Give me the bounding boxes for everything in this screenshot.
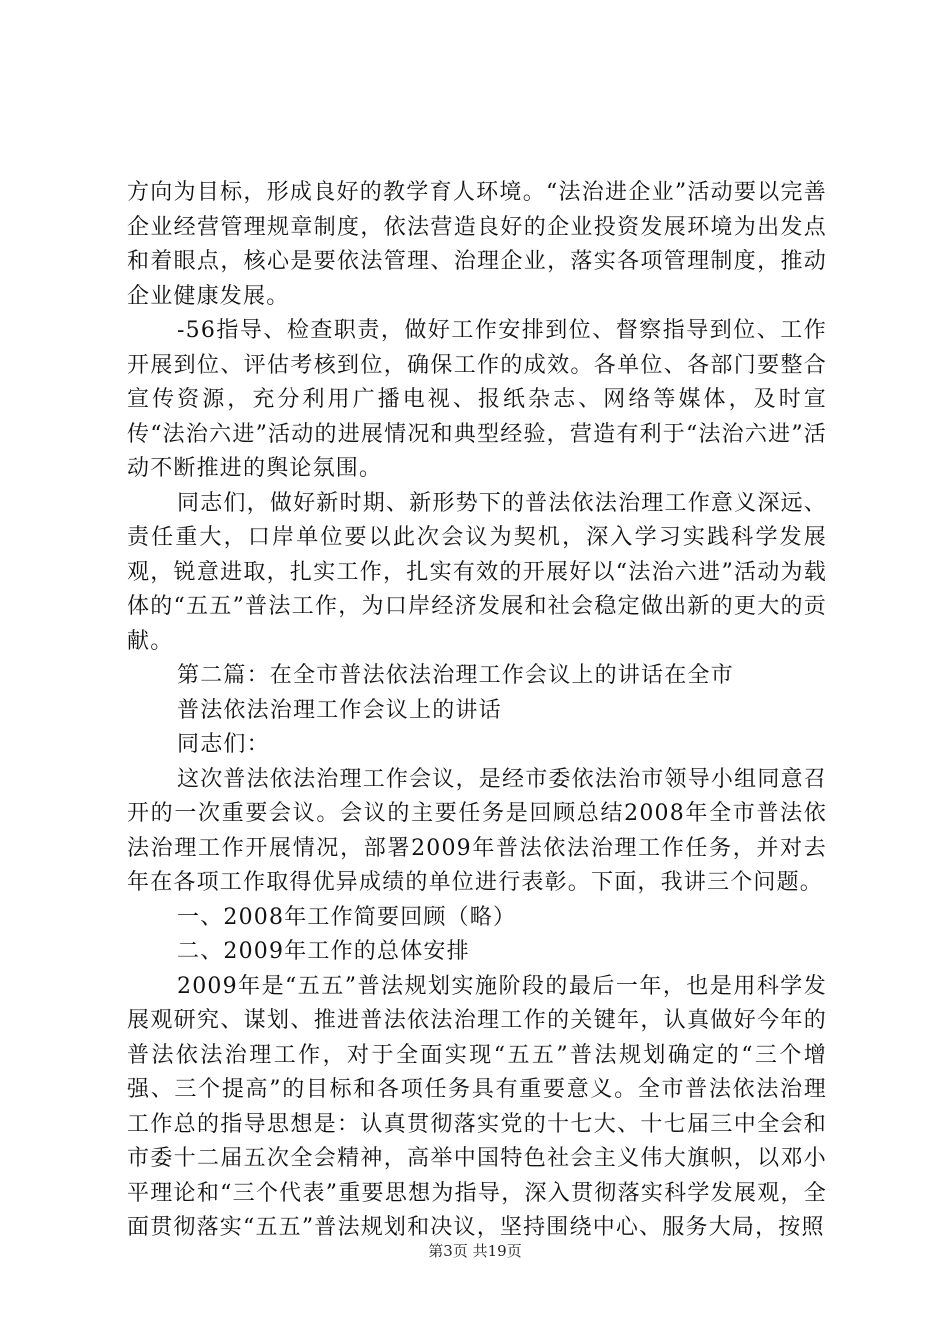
paragraph: 这次普法依法治理工作会议，是经市委依法治市领导小组同意召开的一次重要会议。会议的主要任务是回顾总结2008年全市普法依法治理工作开展情况，部署2009年普法依法治理工作任务，并对去年在各项工作取得优异成绩的单位进行表彰。下面，我讲三个问题。 [127,766,827,895]
paragraph: -56指导、检查职责，做好工作安排到位、督察指导到位、工作开展到位、评估考核到位，确保工作的成效。各单位、各部门要整合宣传资源，充分利用广播电视、报纸杂志、网络等媒体，及时宣传“法治六进”活动的进展情况和典型经验，营造有利于“法治六进”活动不断推进的舆论氛围。 [127,318,827,481]
document-body [127,176,827,1246]
page-number: 第3页 共19页 [428,1242,522,1260]
salutation: 同志们： [177,732,270,757]
section-heading-continued: 普法依法治理工作会议上的讲话 [177,697,502,723]
paragraph-continuation: 方向为目标，形成良好的教学育人环境。“法治进企业”活动要以完善企业经营管理规章制度，依法营造良好的企业投资发展环境为出发点和着眼点，核心是要依法管理、治理企业，落实各项管理制度，推动企业健康发展。 [127,180,827,309]
paragraph: 同志们，做好新时期、新形势下的普法依法治理工作意义深远、责任重大，口岸单位要以此次会议为契机，深入学习实践科学发展观，锐意进取，扎实工作，扎实有效的开展好以“法治六进”活动为载体的“五五”普法工作，为口岸经济发展和社会稳定做出新的更大的贡献。 [127,490,827,654]
paragraph: 2009年是“五五”普法规划实施阶段的最后一年，也是用科学发展观研究、谋划、推进普法依法治理工作的关键年，认真做好今年的普法依法治理工作，对于全面实现“五五”普法规划确定的“三个增强、三个提高”的目标和各项任务具有重要意义。全市普法依法治理工作总的指导思想是：认真贯彻落实党的十七大、十七届三中全会和市委十二届五次全会精神，高举中国特色社会主义伟大旗帜，以邓小平理论和“三个代表”重要思想为指导，深入贯彻落实科学发展观，全面贯彻落实“五五”普法规划和决议，坚持围绕中心、服务大局，按照 [127,973,827,1240]
section-heading: 第二篇：在全市普法依法治理工作会议上的讲话在全市 [177,663,734,688]
subsection-heading: 二、2009年工作的总体安排 [177,939,470,964]
subsection-heading: 一、2008年工作简要回顾（略） [177,904,517,930]
page-footer [0,1240,950,1261]
